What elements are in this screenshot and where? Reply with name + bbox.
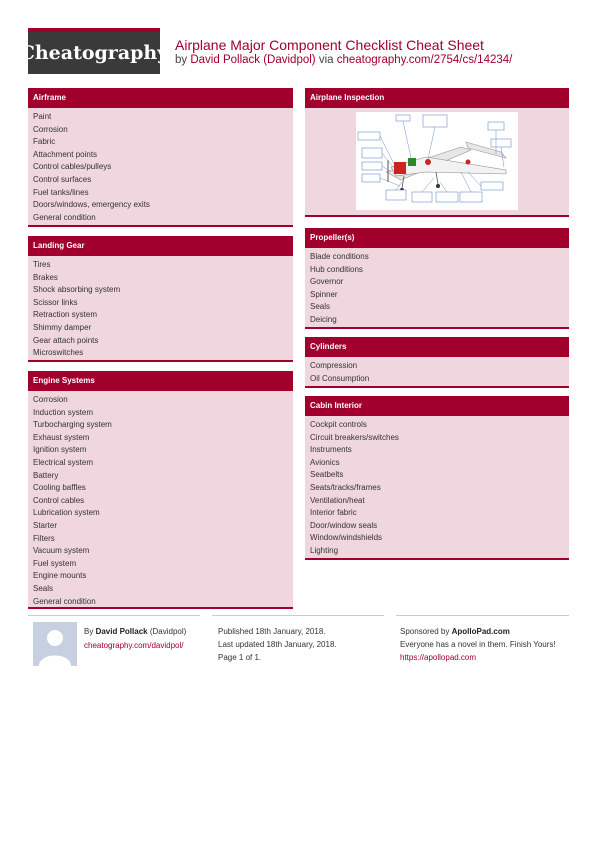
sheet-url-link[interactable]: cheatography.com/2754/cs/14234/	[336, 54, 513, 66]
list-item: Control cables	[33, 495, 85, 505]
section-title: Airplane Inspection	[305, 88, 569, 108]
list-item: Corrosion	[33, 395, 68, 404]
list-item: Gear attach points	[33, 335, 99, 345]
brand-name: Cheatography	[19, 42, 169, 64]
footer-author-name[interactable]: David Pollack	[95, 627, 148, 636]
section-propellers	[305, 228, 569, 327]
section-divider	[28, 225, 293, 227]
list-item: Attachment points	[33, 149, 98, 159]
list-item: Cooling baffles	[33, 483, 86, 493]
section-title: Propeller(s)	[305, 228, 569, 248]
section-divider	[305, 327, 569, 329]
list-item: General condition	[33, 212, 96, 222]
section-title: Cylinders	[305, 337, 569, 357]
list-item: Lighting	[310, 545, 339, 555]
byline	[175, 54, 512, 66]
list-item: Hub conditions	[310, 264, 363, 274]
list-item: Circuit breakers/switches	[310, 432, 399, 442]
list-item: Vacuum system	[33, 546, 90, 556]
section-divider	[28, 607, 293, 609]
list-item: Shimmy damper	[33, 322, 92, 332]
byline-by: by	[175, 54, 188, 66]
published-date: Published 18th January, 2018.	[218, 627, 326, 636]
sponsor-name[interactable]: ApolloPad.com	[451, 627, 510, 636]
section-title: Engine Systems	[28, 371, 293, 391]
list-item: Oil Consumption	[310, 373, 370, 383]
author-link[interactable]: David Pollack (Davidpol)	[190, 54, 316, 66]
sponsor-url	[400, 653, 476, 662]
footer-author-handle: (Davidpol)	[149, 627, 187, 636]
section-landing-gear	[28, 236, 293, 360]
section-divider	[305, 386, 569, 388]
author-url-link[interactable]: cheatography.com/davidpol/	[84, 641, 184, 650]
updated-date: Last updated 18th January, 2018.	[218, 640, 337, 649]
section-airplane-inspection	[305, 88, 569, 215]
list-item: Battery	[33, 470, 59, 480]
item-list	[28, 256, 293, 360]
list-item: Seals	[33, 583, 54, 593]
list-item: Lubrication system	[33, 508, 100, 518]
list-item: Governor	[310, 277, 344, 287]
list-item: General condition	[33, 596, 96, 606]
section-cabin-interior	[305, 396, 569, 558]
section-title: Cabin Interior	[305, 396, 569, 416]
item-list	[28, 391, 293, 608]
item-list	[305, 416, 569, 558]
sponsored-label: Sponsored by	[400, 627, 450, 636]
byline-via: via	[318, 54, 334, 66]
list-item: Exhaust system	[33, 432, 90, 442]
item-list	[28, 108, 293, 224]
sponsor-line	[400, 627, 510, 636]
section-divider	[305, 215, 569, 217]
list-item: Avionics	[310, 457, 340, 467]
footer-author-url	[84, 641, 183, 650]
section-divider	[28, 360, 293, 362]
list-item: Instruments	[310, 445, 352, 455]
list-item: Interior fabric	[310, 508, 357, 518]
list-item: Fabric	[33, 137, 56, 147]
section-divider	[305, 558, 569, 560]
list-item: Door/window seals	[310, 520, 378, 530]
list-item: Ventilation/heat	[310, 495, 365, 505]
list-item: Retraction system	[33, 310, 98, 320]
list-item: Corrosion	[33, 124, 68, 134]
airplane-icon	[356, 112, 518, 210]
list-item: Seatbelts	[310, 470, 344, 480]
list-item: Shock absorbing system	[33, 285, 121, 295]
airplane-diagram-image	[356, 112, 518, 210]
item-list	[305, 248, 569, 327]
footer-by-label: By	[84, 627, 94, 636]
list-item: Tires	[33, 260, 51, 269]
section-title: Landing Gear	[28, 236, 293, 256]
footer-author	[84, 627, 186, 636]
list-item: Electrical system	[33, 457, 94, 467]
list-item: Control surfaces	[33, 174, 92, 184]
list-item: Filters	[33, 533, 55, 543]
list-item: Control cables/pulleys	[33, 162, 112, 172]
footer-divider	[396, 615, 569, 616]
list-item: Microswitches	[33, 348, 84, 358]
item-list	[305, 357, 569, 385]
list-item: Ignition system	[33, 445, 87, 455]
page-title: Airplane Major Component Checklist Cheat Sheet	[175, 37, 484, 53]
cheatography-logo[interactable]	[19, 28, 169, 74]
list-item: Deicing	[310, 314, 337, 324]
sponsor-url-link[interactable]: https://apollopad.com	[400, 653, 477, 662]
list-item: Spinner	[310, 289, 338, 299]
user-silhouette-icon	[33, 622, 77, 666]
list-item: Engine mounts	[33, 571, 87, 581]
list-item: Blade conditions	[310, 252, 369, 261]
list-item: Scissor links	[33, 297, 78, 307]
footer-divider	[28, 615, 200, 616]
list-item: Cockpit controls	[310, 420, 367, 429]
list-item: Window/windshields	[310, 533, 383, 543]
list-item: Turbocharging system	[33, 420, 112, 430]
list-item: Starter	[33, 520, 58, 530]
list-item: Seals	[310, 302, 331, 312]
section-title: Airframe	[28, 88, 293, 108]
list-item: Induction system	[33, 407, 94, 417]
section-engine-systems	[28, 371, 293, 607]
list-item: Doors/windows, emergency exits	[33, 200, 150, 210]
section-airframe	[28, 88, 293, 225]
list-item: Fuel system	[33, 558, 77, 568]
sponsor-text: Everyone has a novel in them. Finish Yours!	[400, 640, 556, 649]
list-item: Brakes	[33, 272, 58, 282]
page-number: Page 1 of 1.	[218, 653, 262, 662]
section-cylinders	[305, 337, 569, 386]
list-item: Seats/tracks/frames	[310, 482, 381, 492]
list-item: Compression	[310, 361, 358, 370]
list-item: Fuel tanks/lines	[33, 187, 89, 197]
footer-divider	[212, 615, 384, 616]
list-item: Paint	[33, 112, 52, 121]
avatar[interactable]	[33, 622, 77, 666]
